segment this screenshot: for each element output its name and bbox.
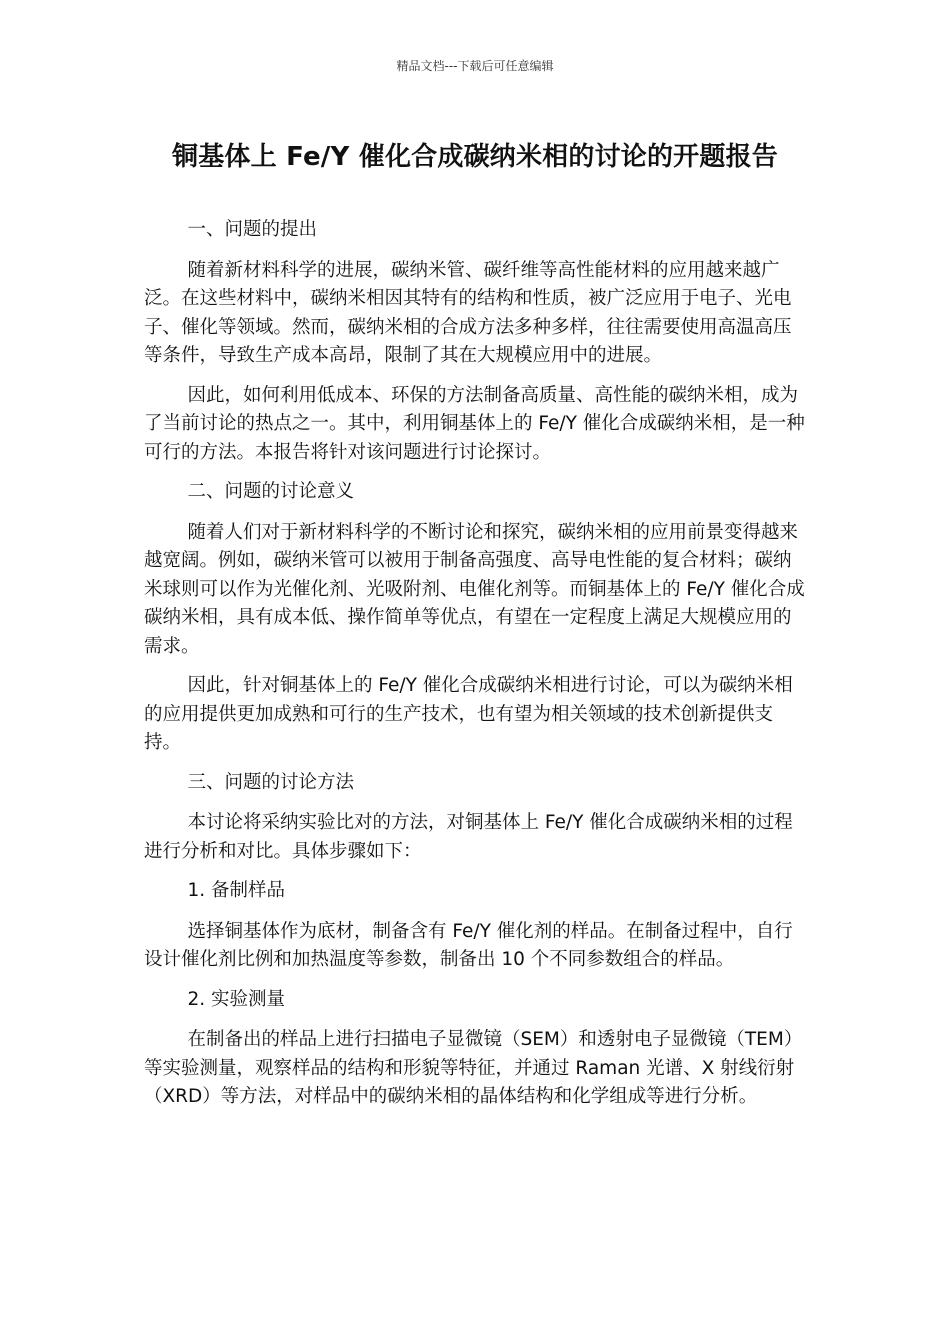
section-heading-1: 一、问题的提出 <box>187 219 317 240</box>
section-1-paragraph-1: 随着新材料科学的进展，碳纳米管、碳纤维等高性能材料的应用越来越广泛。在这些材料中，碳纳米相因其特有的结构和性质，被广泛应用于电子、光电子、催化等领域。然而，碳纳米相的合成方法多种多样，往往需要使用高温高压等条件，导致生产成本高昂，限制了其在大规模应用中的进展。 <box>144 259 792 366</box>
document-body <box>144 216 808 1123</box>
step-2-paragraph: 在制备出的样品上进行扫描电子显微镜（SEM）和透射电子显微镜（TEM）等实验测量，观察样品的结构和形貌等特征，并通过 Raman 光谱、X 射线衍射（XRD）等方法，对样品中的碳纳米相的晶体结构和化学组成等进行分析。 <box>144 1029 803 1107</box>
step-2-heading: 2. 实验测量 <box>187 988 286 1010</box>
section-2-paragraph-2: 因此，针对铜基体上的 Fe/Y 催化合成碳纳米相进行讨论，可以为碳纳米相的应用提供更加成熟和可行的生产技术，也有望为相关领域的技术创新提供支持。 <box>144 675 793 753</box>
header-note: 精品文档---下载后可任意编辑 <box>396 59 554 73</box>
section-heading-2: 二、问题的讨论意义 <box>187 481 354 502</box>
section-1-paragraph-2: 因此，如何利用低成本、环保的方法制备高质量、高性能的碳纳米相，成为了当前讨论的热点之一。其中，利用铜基体上的 Fe/Y 催化合成碳纳米相，是一种可行的方法。本报告将针对该问题进行讨论探讨。 <box>144 384 805 463</box>
document-title: 铜基体上 Fe/Y 催化合成碳纳米相的讨论的开题报告 <box>172 142 778 172</box>
section-heading-3: 三、问题的讨论方法 <box>187 771 354 793</box>
step-1-heading: 1. 备制样品 <box>187 880 286 901</box>
step-1-paragraph: 选择铜基体作为底材，制备含有 Fe/Y 催化剂的样品。在制备过程中，自行设计催化剂比例和加热温度等参数，制备出 10 个不同参数组合的样品。 <box>144 920 793 970</box>
section-2-paragraph-1: 随着人们对于新材料科学的不断讨论和探究，碳纳米相的应用前景变得越来越宽阔。例如，碳纳米管可以被用于制备高强度、高导电性能的复合材料；碳纳米球则可以作为光催化剂、光吸附剂、电催化剂等。而铜基体上的 Fe/Y 催化合成碳纳米相，具有成本低、操作简单等优点，有望在一定程度上满足大规模应用的需求。 <box>144 521 805 657</box>
section-3-paragraph-1: 本讨论将采纳实验比对的方法，对铜基体上 Fe/Y 催化合成碳纳米相的过程进行分析和对比。具体步骤如下： <box>144 812 793 862</box>
